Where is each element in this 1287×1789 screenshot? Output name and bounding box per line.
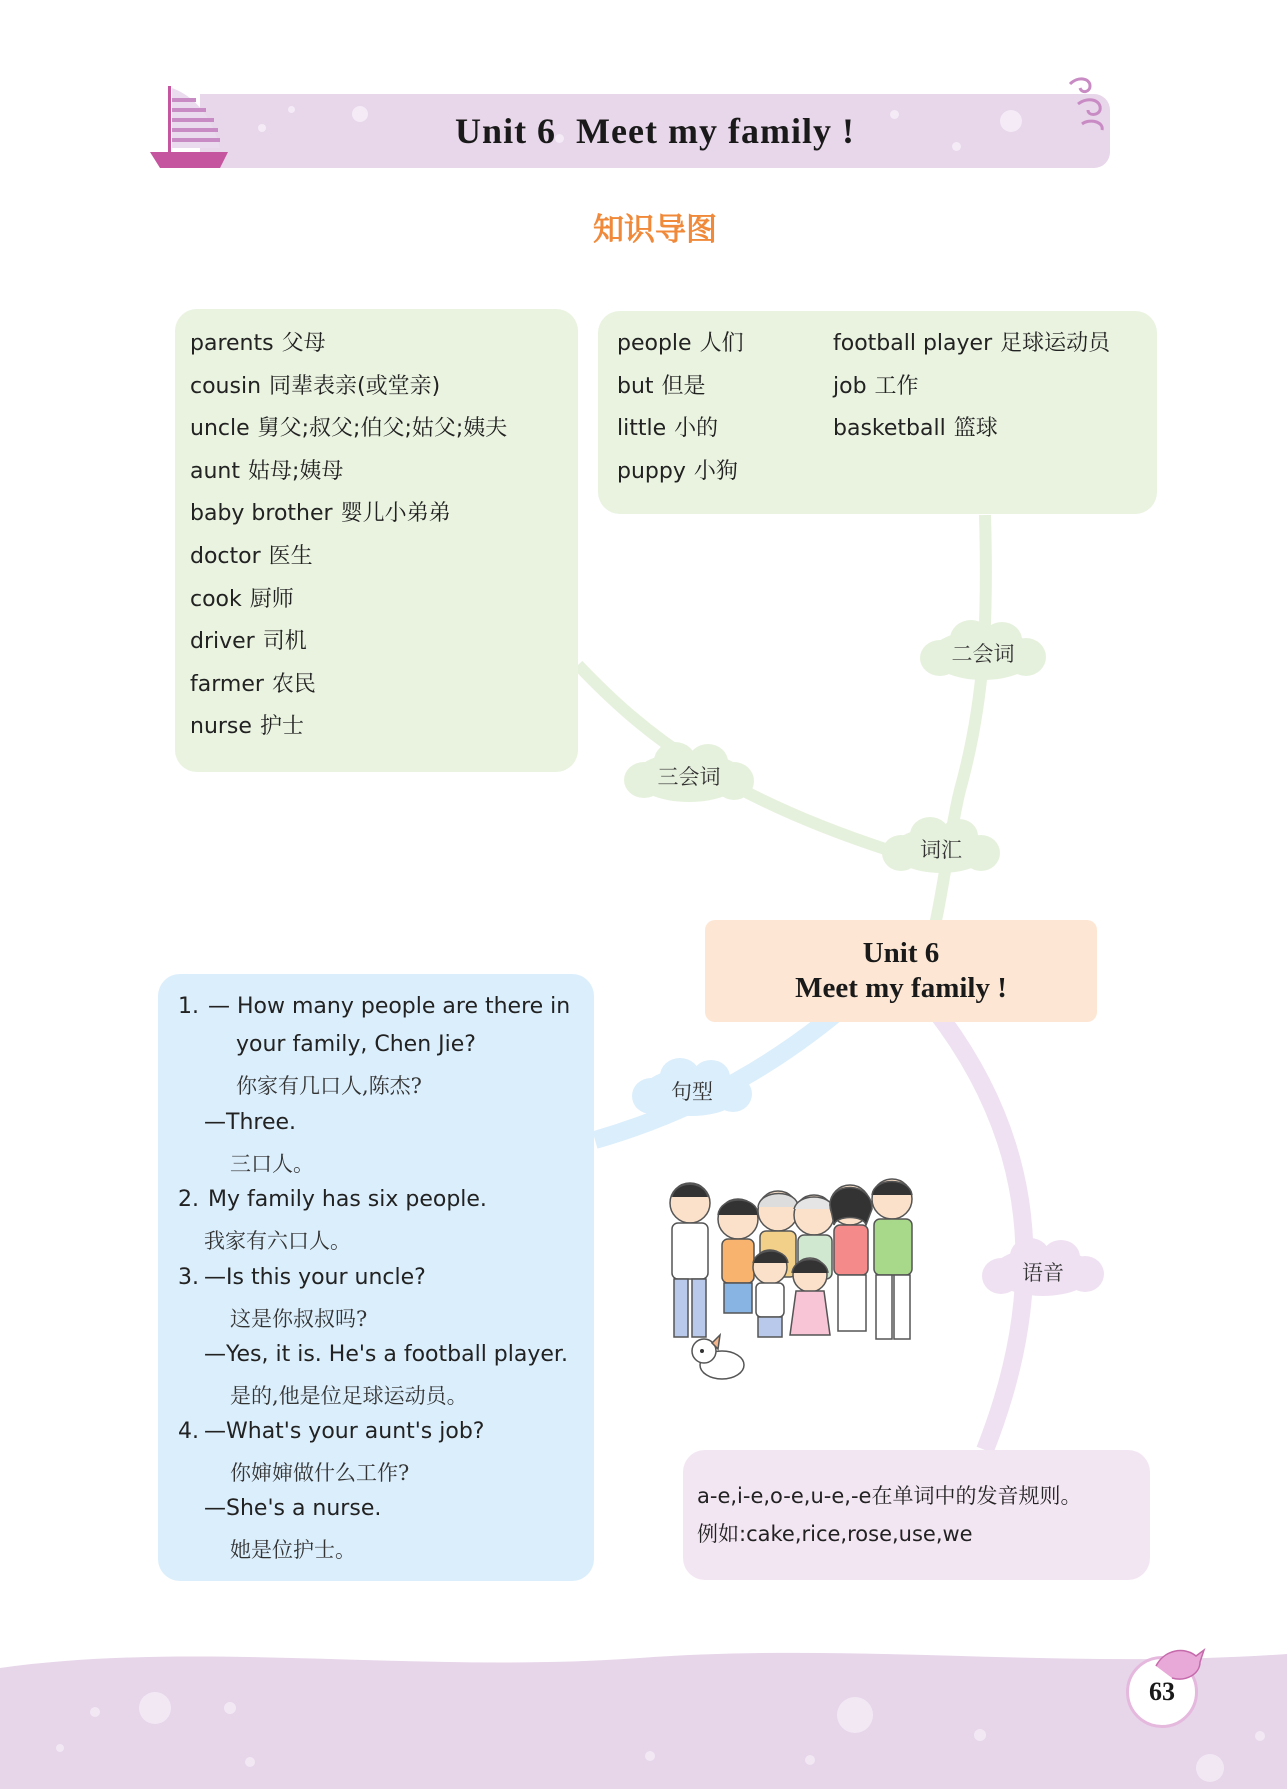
sentence-4-zh: 你婶婶做什么工作? xyxy=(230,1461,410,1485)
two-skill-word xyxy=(617,323,744,366)
three-skill-word xyxy=(190,621,507,664)
word-english: basketball xyxy=(833,416,946,442)
three-skill-word xyxy=(190,536,507,579)
phonics-rule: a-e,i-e,o-e,u-e,-e在单词中的发音规则。 xyxy=(697,1484,1082,1508)
word-english: parents xyxy=(190,331,274,356)
page-number: 63 xyxy=(1149,1677,1175,1706)
word-chinese: 厨师 xyxy=(249,586,294,612)
family-illustration xyxy=(660,1175,930,1395)
word-english: job xyxy=(833,373,867,399)
two-skill-word xyxy=(833,408,1110,451)
word-english: football player xyxy=(833,331,993,356)
three-skill-words-box xyxy=(175,309,578,772)
word-english: people xyxy=(617,331,692,356)
word-english: puppy xyxy=(617,458,686,484)
branch-label-sentences: 句型 xyxy=(632,1056,752,1126)
word-chinese: 农民 xyxy=(271,671,316,697)
word-chinese: 舅父;叔父;伯父;姑父;姨夫 xyxy=(257,416,508,442)
word-chinese: 姑母;姨母 xyxy=(248,458,344,484)
unit-title: Unit 6 Meet my family ! xyxy=(455,111,855,151)
word-english: little xyxy=(617,416,667,442)
sentence-3-reply-zh: 是的,他是位足球运动员。 xyxy=(230,1384,468,1408)
three-skill-word xyxy=(190,579,507,622)
two-skill-word xyxy=(617,451,744,494)
word-chinese: 工作 xyxy=(874,373,919,399)
two-skill-word xyxy=(833,323,1110,366)
word-chinese: 父母 xyxy=(281,331,326,356)
three-skill-word xyxy=(190,493,507,536)
word-english: aunt xyxy=(190,458,240,484)
word-chinese: 婴儿小弟弟 xyxy=(340,501,451,527)
word-chinese: 人们 xyxy=(699,331,744,356)
word-chinese: 小的 xyxy=(674,416,719,442)
word-chinese: 小狗 xyxy=(693,458,738,484)
sentence-2-en: My family has six people. xyxy=(208,1187,487,1212)
sentence-1-zh: 你家有几口人,陈杰? xyxy=(236,1074,422,1098)
sentence-2-zh: 我家有六口人。 xyxy=(204,1229,351,1253)
sentence-1-reply-zh: 三口人。 xyxy=(230,1152,314,1176)
sentence-3-en: —Is this your uncle? xyxy=(204,1265,426,1290)
branch-label-three-skill: 三会词 xyxy=(624,740,754,812)
word-english: farmer xyxy=(190,671,264,697)
word-chinese: 足球运动员 xyxy=(1000,331,1111,356)
word-chinese: 医生 xyxy=(268,543,313,569)
three-skill-word xyxy=(190,366,507,409)
branch-label-phonics: 语音 xyxy=(982,1236,1104,1308)
two-skill-word xyxy=(833,366,1110,409)
sentence-2-number: 2. xyxy=(178,1187,199,1212)
center-line-2: Meet my family ! xyxy=(795,972,1007,1004)
two-skill-word xyxy=(617,366,744,409)
sentence-3-number: 3. xyxy=(178,1265,199,1290)
word-chinese: 护士 xyxy=(259,714,304,740)
phonics-box xyxy=(683,1450,1150,1580)
center-line-1: Unit 6 xyxy=(862,937,940,969)
sentence-1-en-cont: your family, Chen Jie? xyxy=(236,1032,476,1057)
branch-label-vocab: 词汇 xyxy=(882,815,1000,883)
sentence-4-reply-zh: 她是位护士。 xyxy=(230,1538,356,1562)
word-english: cook xyxy=(190,586,242,612)
three-skill-word xyxy=(190,451,507,494)
word-english: uncle xyxy=(190,416,250,442)
map-heading: 知识导图 xyxy=(593,212,717,248)
word-chinese: 司机 xyxy=(262,629,307,655)
word-english: but xyxy=(617,373,654,399)
word-chinese: 但是 xyxy=(661,373,706,399)
word-english: doctor xyxy=(190,543,261,569)
branch-label-two-skill: 二会词 xyxy=(920,618,1046,688)
sentence-4-en: —What's your aunt's job? xyxy=(204,1419,485,1444)
word-english: driver xyxy=(190,629,255,655)
center-topic-box xyxy=(705,920,1097,1022)
three-skill-word xyxy=(190,664,507,707)
two-skill-word xyxy=(617,408,744,451)
two-skill-words-box xyxy=(598,311,1157,514)
word-english: nurse xyxy=(190,714,252,740)
three-skill-word xyxy=(190,706,507,749)
word-chinese: 同辈表亲(或堂亲) xyxy=(269,373,441,399)
sentence-1-reply-en: —Three. xyxy=(204,1110,297,1135)
sentence-4-number: 4. xyxy=(178,1419,199,1444)
word-english: baby brother xyxy=(190,501,333,527)
sentence-1-number: 1. xyxy=(178,994,199,1019)
three-skill-word xyxy=(190,323,507,366)
sentence-1-en: — How many people are there in xyxy=(208,994,571,1019)
sentence-4-reply-en: —She's a nurse. xyxy=(204,1496,382,1521)
word-chinese: 篮球 xyxy=(953,416,998,442)
sentence-3-reply-en: —Yes, it is. He's a football player. xyxy=(204,1342,568,1367)
word-english: cousin xyxy=(190,373,262,399)
phonics-examples: 例如:cake,rice,rose,use,we xyxy=(697,1522,973,1546)
three-skill-word xyxy=(190,408,507,451)
sentence-3-zh: 这是你叔叔吗? xyxy=(230,1307,368,1331)
sentences-box xyxy=(158,974,594,1581)
